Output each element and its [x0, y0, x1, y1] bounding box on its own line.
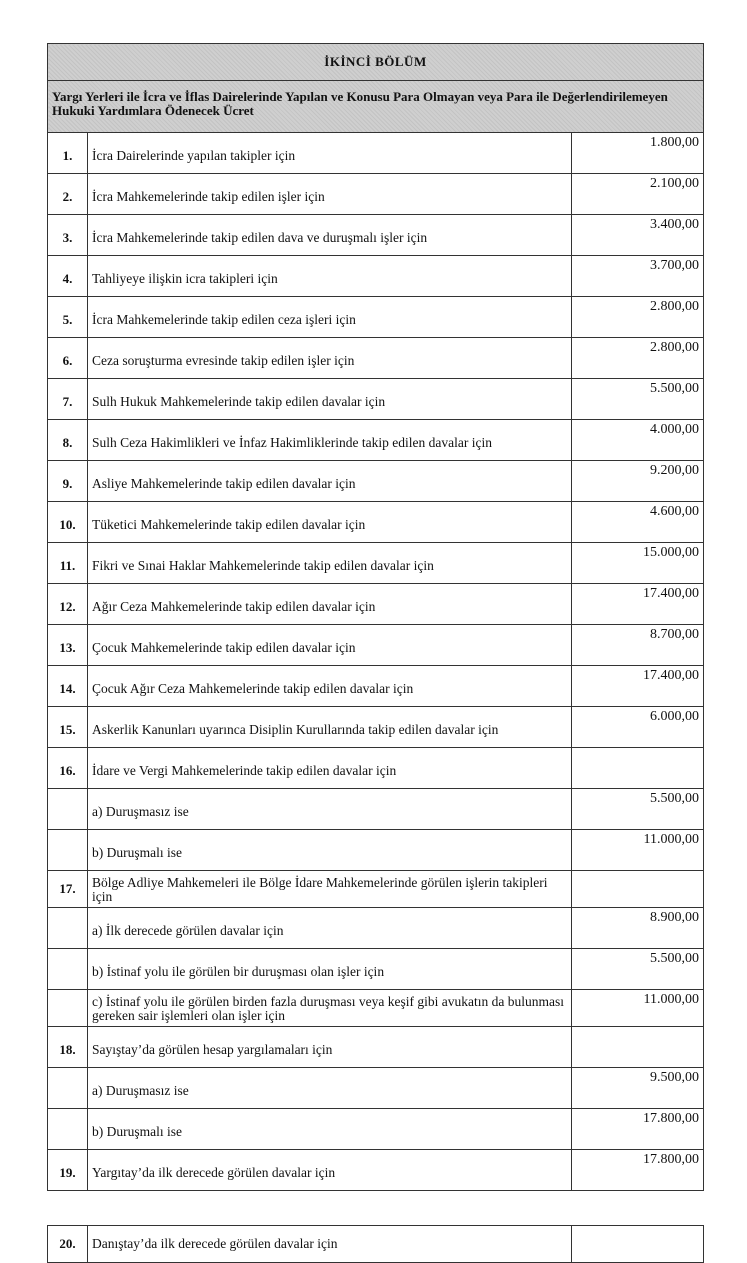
table-row: [48, 871, 704, 908]
table-row: [48, 133, 704, 174]
row-description: Askerlik Kanunları uyarınca Disiplin Kurullarında takip edilen davalar için: [88, 707, 572, 748]
row-number: 18.: [48, 1027, 88, 1068]
table-row: [48, 256, 704, 297]
table-row: [48, 789, 704, 830]
row-number: 12.: [48, 584, 88, 625]
row-description: Çocuk Mahkemelerinde takip edilen davalar için: [88, 625, 572, 666]
row-number: 7.: [48, 379, 88, 420]
row-description: Ağır Ceza Mahkemelerinde takip edilen davalar için: [88, 584, 572, 625]
fee-table-continued: [47, 1225, 704, 1263]
row-amount: [572, 748, 704, 789]
fee-schedule: [47, 43, 703, 1263]
row-description: c) İstinaf yolu ile görülen birden fazla duruşması veya keşif gibi avukatın da bulunması gereken sair işlemleri olan işler için: [88, 990, 572, 1027]
section-subtitle: Yargı Yerleri ile İcra ve İflas Dairelerinde Yapılan ve Konusu Para Olmayan veya Para ile Değerlendirilemeyen Hukuki Yardımlara Ödenecek Ücret: [48, 81, 704, 133]
row-description: b) İstinaf yolu ile görülen bir duruşması olan işler için: [88, 949, 572, 990]
row-description: İdare ve Vergi Mahkemelerinde takip edilen davalar için: [88, 748, 572, 789]
row-amount: 8.900,00: [572, 908, 704, 949]
row-description: İcra Mahkemelerinde takip edilen ceza işleri için: [88, 297, 572, 338]
table-row: [48, 908, 704, 949]
row-amount: 11.000,00: [572, 990, 704, 1027]
row-number: 13.: [48, 625, 88, 666]
row-amount: 11.000,00: [572, 830, 704, 871]
table-row: [48, 420, 704, 461]
table-row: [48, 949, 704, 990]
table-row: [48, 502, 704, 543]
table-row: [48, 1150, 704, 1191]
row-description: Yargıtay’da ilk derecede görülen davalar için: [88, 1150, 572, 1191]
table-row: [48, 625, 704, 666]
row-description: Ceza soruşturma evresinde takip edilen işler için: [88, 338, 572, 379]
row-number: 16.: [48, 748, 88, 789]
row-number: 20.: [48, 1226, 88, 1263]
row-number: 1.: [48, 133, 88, 174]
row-amount: [572, 1027, 704, 1068]
table-row: [48, 543, 704, 584]
row-number: 10.: [48, 502, 88, 543]
table-row: [48, 1068, 704, 1109]
row-description: İcra Mahkemelerinde takip edilen dava ve duruşmalı işler için: [88, 215, 572, 256]
row-description: a) Duruşmasız ise: [88, 789, 572, 830]
row-number: [48, 949, 88, 990]
row-description: Sayıştay’da görülen hesap yargılamaları için: [88, 1027, 572, 1068]
row-amount: 1.800,00: [572, 133, 704, 174]
row-description: Asliye Mahkemelerinde takip edilen davalar için: [88, 461, 572, 502]
row-description: İcra Mahkemelerinde takip edilen işler için: [88, 174, 572, 215]
row-description: b) Duruşmalı ise: [88, 830, 572, 871]
table-row: [48, 174, 704, 215]
table-row: [48, 338, 704, 379]
section-title: İKİNCİ BÖLÜM: [48, 44, 704, 81]
row-amount: 5.500,00: [572, 379, 704, 420]
row-amount: 15.000,00: [572, 543, 704, 584]
row-number: 19.: [48, 1150, 88, 1191]
row-amount: 9.200,00: [572, 461, 704, 502]
fee-table: [47, 43, 704, 1191]
row-description: Sulh Hukuk Mahkemelerinde takip edilen davalar için: [88, 379, 572, 420]
row-amount: 5.500,00: [572, 949, 704, 990]
table-row: [48, 584, 704, 625]
table-row: [48, 830, 704, 871]
row-amount: 2.800,00: [572, 338, 704, 379]
table-row: [48, 297, 704, 338]
row-number: [48, 1109, 88, 1150]
row-number: 5.: [48, 297, 88, 338]
row-amount: 17.800,00: [572, 1150, 704, 1191]
row-description: Bölge Adliye Mahkemeleri ile Bölge İdare Mahkemelerinde görülen işlerin takipleri için: [88, 871, 572, 908]
row-number: 6.: [48, 338, 88, 379]
row-amount: 2.800,00: [572, 297, 704, 338]
row-amount: [572, 1226, 704, 1263]
row-description: Danıştay’da ilk derecede görülen davalar için: [88, 1226, 572, 1263]
table-row: [48, 1226, 704, 1263]
row-number: [48, 990, 88, 1027]
table-row: [48, 461, 704, 502]
table-row: [48, 666, 704, 707]
table-row: [48, 379, 704, 420]
row-number: [48, 830, 88, 871]
table-row: [48, 748, 704, 789]
row-description: Çocuk Ağır Ceza Mahkemelerinde takip edilen davalar için: [88, 666, 572, 707]
row-description: a) Duruşmasız ise: [88, 1068, 572, 1109]
row-description: Tüketici Mahkemelerinde takip edilen davalar için: [88, 502, 572, 543]
row-amount: [572, 871, 704, 908]
row-amount: 6.000,00: [572, 707, 704, 748]
row-amount: 8.700,00: [572, 625, 704, 666]
row-number: 15.: [48, 707, 88, 748]
row-number: 9.: [48, 461, 88, 502]
row-description: b) Duruşmalı ise: [88, 1109, 572, 1150]
table-row: [48, 707, 704, 748]
row-number: 17.: [48, 871, 88, 908]
row-amount: 3.700,00: [572, 256, 704, 297]
table-row: [48, 990, 704, 1027]
row-amount: 9.500,00: [572, 1068, 704, 1109]
row-amount: 5.500,00: [572, 789, 704, 830]
row-amount: 17.800,00: [572, 1109, 704, 1150]
row-amount: 17.400,00: [572, 666, 704, 707]
row-amount: 17.400,00: [572, 584, 704, 625]
row-number: 8.: [48, 420, 88, 461]
row-number: 3.: [48, 215, 88, 256]
row-amount: 4.000,00: [572, 420, 704, 461]
table-row: [48, 215, 704, 256]
row-amount: 2.100,00: [572, 174, 704, 215]
row-number: [48, 789, 88, 830]
row-description: Sulh Ceza Hakimlikleri ve İnfaz Hakimliklerinde takip edilen davalar için: [88, 420, 572, 461]
row-number: 4.: [48, 256, 88, 297]
row-number: 2.: [48, 174, 88, 215]
table-row: [48, 1109, 704, 1150]
row-amount: 4.600,00: [572, 502, 704, 543]
row-description: a) İlk derecede görülen davalar için: [88, 908, 572, 949]
table-row: [48, 1027, 704, 1068]
row-number: [48, 1068, 88, 1109]
row-description: Fikri ve Sınai Haklar Mahkemelerinde takip edilen davalar için: [88, 543, 572, 584]
row-amount: 3.400,00: [572, 215, 704, 256]
row-number: [48, 908, 88, 949]
row-description: Tahliyeye ilişkin icra takipleri için: [88, 256, 572, 297]
row-number: 14.: [48, 666, 88, 707]
row-description: İcra Dairelerinde yapılan takipler için: [88, 133, 572, 174]
row-number: 11.: [48, 543, 88, 584]
